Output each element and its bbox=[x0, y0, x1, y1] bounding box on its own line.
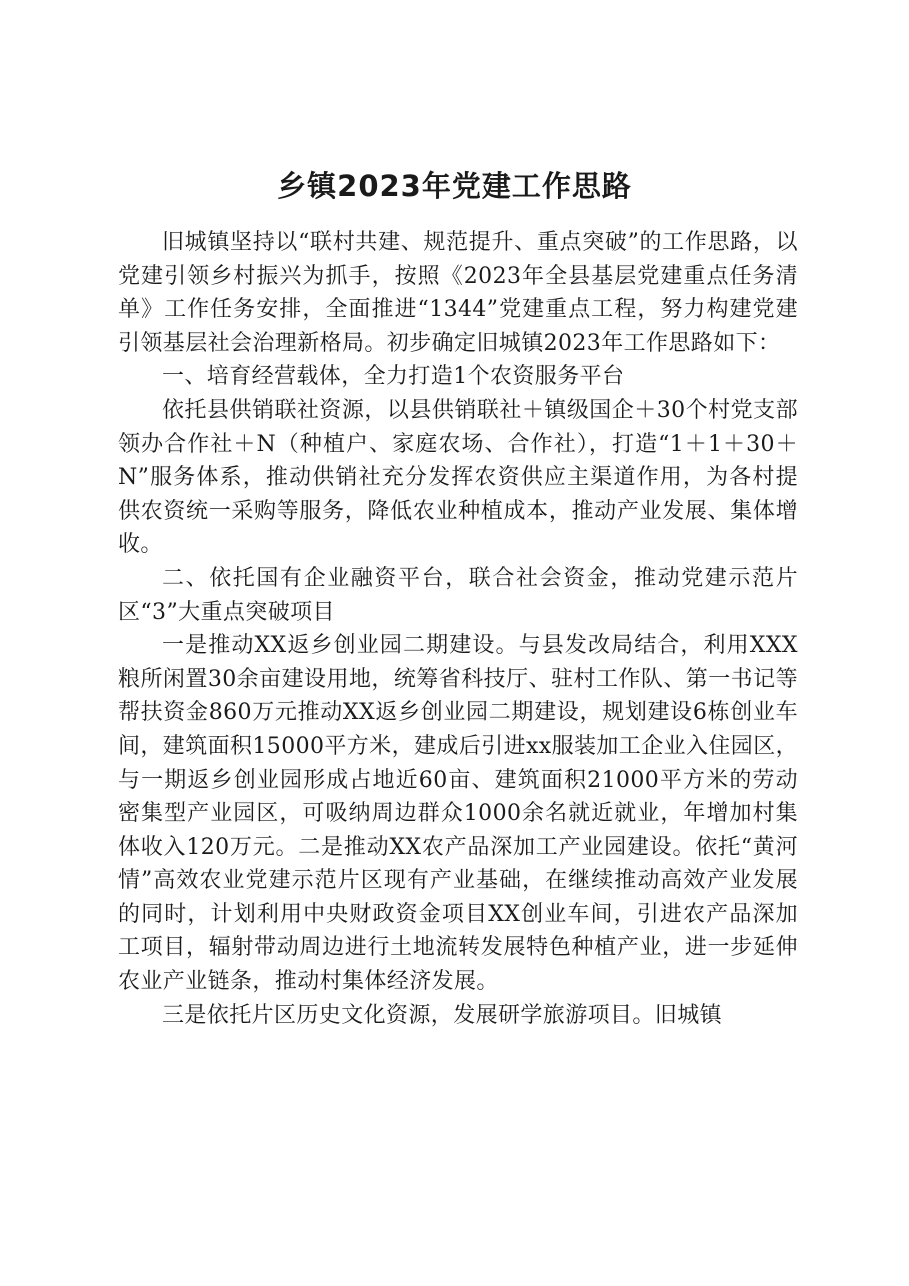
paragraph-intro: 旧城镇坚持以“联村共建、规范提升、重点突破”的工作思路，以党建引领乡村振兴为抓手，按照《2023年全县基层党建重点任务清单》工作任务安排，全面推进“1344”党建重点工程，努力构建党建引领基层社会治理新格局。初步确定旧城镇2023年工作思路如下： bbox=[118, 230, 798, 356]
document-title: 乡镇2023年党建工作思路 bbox=[277, 169, 632, 203]
paragraph-section-2-continued: 三是依托片区历史文化资源，发展研学旅游项目。旧城镇 bbox=[162, 1002, 723, 1028]
document-body bbox=[118, 226, 798, 1032]
paragraph-section-1: 依托县供销联社资源，以县供销联社＋镇级国企＋30个村党支部领办合作社＋N（种植户、家庭农场、合作社），打造“1＋1＋30＋N”服务体系，推动供销社充分发挥农资供应主渠道作用，为各村提供农资统一采购等服务，降低农业种植成本，推动产业发展、集体增收。 bbox=[118, 397, 798, 558]
paragraph-section-2: 一是推动XX返乡创业园二期建设。与县发改局结合，利用XXX粮所闲置30余亩建设用地，统筹省科技厅、驻村工作队、第一书记等帮扶资金860万元推动XX返乡创业园二期建设，规划建设6栋创业车间，建筑面积15000平方米，建成后引进xx服装加工企业入住园区，与一期返乡创业园形成占地近60亩、建筑面积21000平方米的劳动密集型产业园区，可吸纳周边群众1000余名就近就业，年增加村集体收入120万元。二是推动XX农产品深加工产业园建设。依托“黄河情”高效农业党建示范片区现有产业基础，在继续推动高效产业发展的同时，计划利用中央财政资金项目XX创业车间，引进农产品深加工项目，辐射带动周边进行土地流转发展特色种植产业，进一步延伸农业产业链条，推动村集体经济发展。 bbox=[118, 633, 799, 995]
section-heading-1: 一、培育经营载体，全力打造1个农资服务平台 bbox=[162, 364, 625, 390]
section-heading-2: 二、依托国有企业融资平台，联合社会资金，推动党建示范片区“3”大重点突破项目 bbox=[118, 565, 798, 625]
